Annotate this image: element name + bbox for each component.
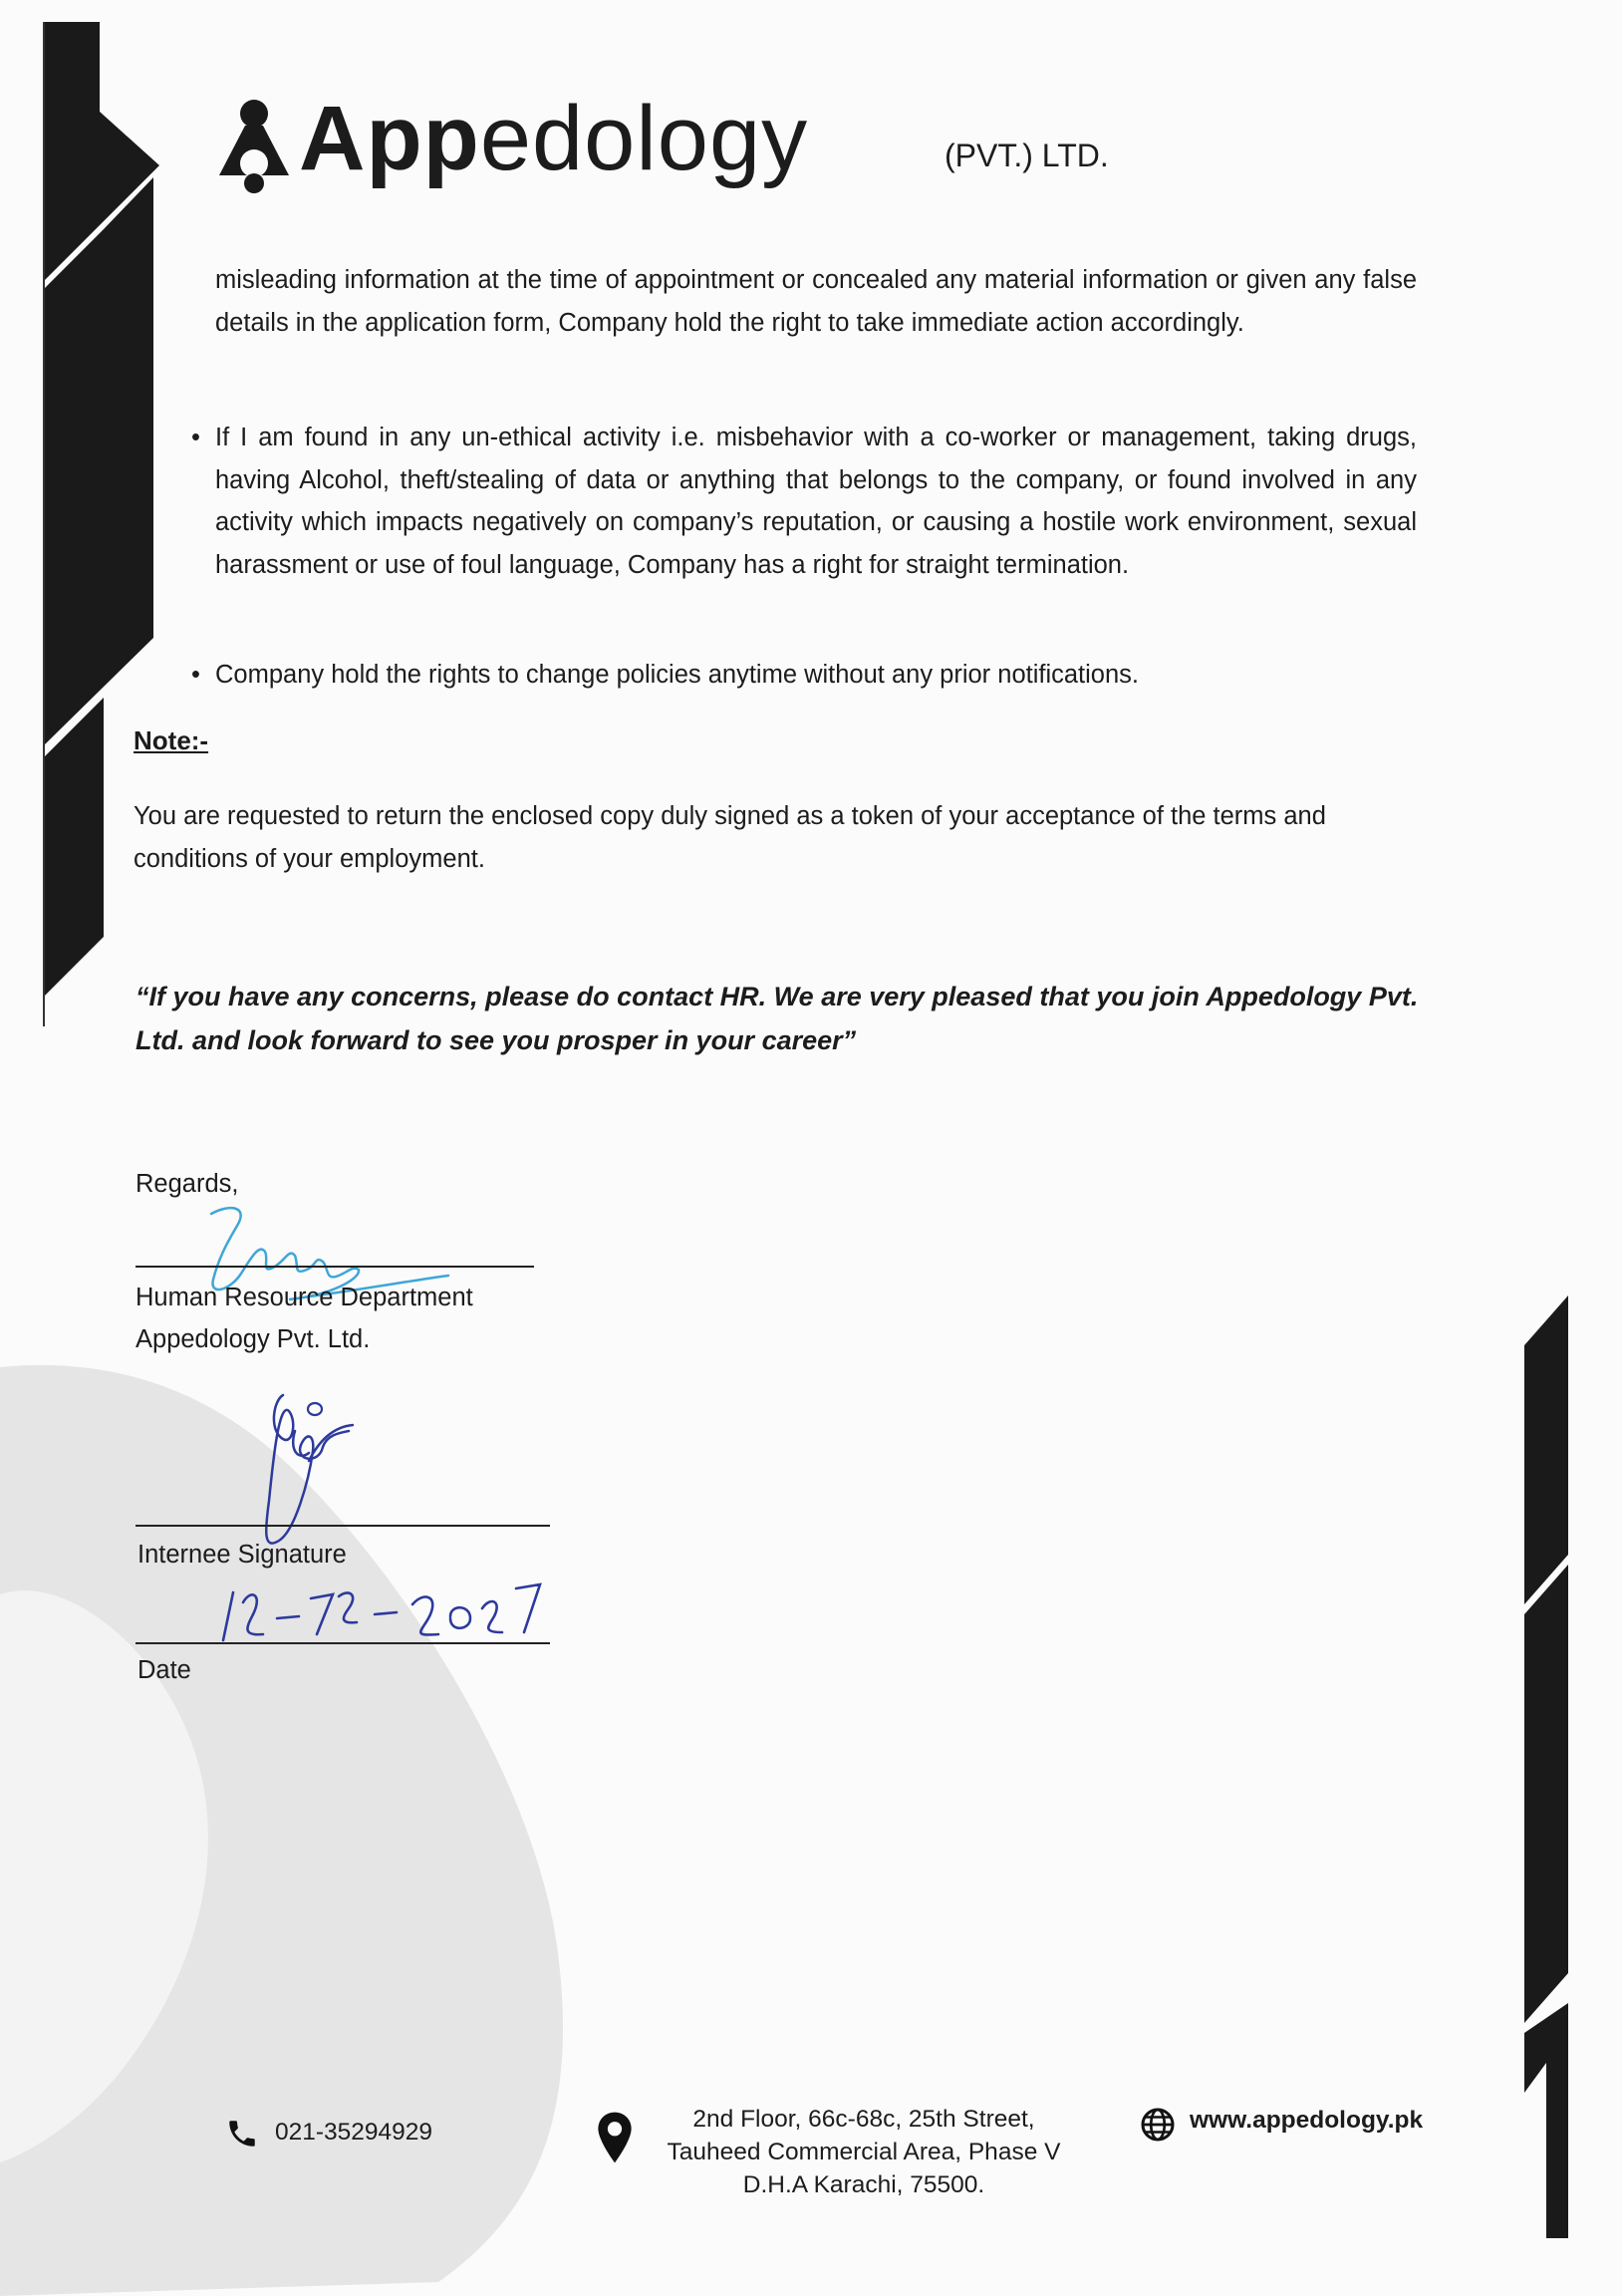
regards-label: Regards, (135, 1170, 239, 1198)
department-label: Human Resource Department (135, 1284, 473, 1311)
bullet-text: If I am found in any un-ethical activity i.e. misbehavior with a co-worker or management, taking drugs, having Alcohol, theft/stealing of data or anything that belongs to the company, or found involved in any activity which impacts negatively on company’s reputation, or causing a hostile work environment, sexual harassment or use of foul language, Company has a right for straight termination. (215, 424, 1417, 579)
company-label: Appedology Pvt. Ltd. (135, 1325, 371, 1353)
bullet-dot-icon: • (191, 661, 200, 689)
footer-address (630, 2103, 1098, 2201)
bullet-item (191, 654, 1417, 697)
note-heading: Note:- (134, 725, 209, 755)
logo-suffix: (PVT.) LTD. (945, 138, 1109, 173)
right-band-top (1524, 1295, 1568, 1604)
logo-mark-icon (211, 98, 297, 193)
left-band-low (44, 698, 104, 997)
date-label: Date (137, 1656, 191, 1684)
bullet-text: Company hold the rights to change policies anytime without any prior notifications. (215, 661, 1140, 689)
logo-text-bold: App (299, 88, 480, 189)
logo-wordmark (299, 84, 808, 193)
phone-icon (225, 2117, 259, 2151)
date-line (135, 1642, 550, 1644)
logo-text-thin: edology (479, 88, 809, 189)
globe-icon (1140, 2107, 1176, 2143)
footer-phone: 021-35294929 (275, 2119, 433, 2146)
address-line: D.H.A Karachi, 75500. (742, 2171, 985, 2198)
continued-paragraph: misleading information at the time of appointment or concealed any material information or given any false details in the application form, Company hold the right to take immediate action accordingly. (215, 266, 1417, 337)
internee-signature-label: Internee Signature (137, 1541, 347, 1569)
internee-signature-line (135, 1525, 550, 1527)
bullet-item (191, 417, 1417, 586)
closing-quote: “If you have any concerns, please do contact HR. We are very pleased that you join Appedology Pvt. Ltd. and look forward to see you prosper in your career” (135, 982, 1419, 1055)
footer-website: www.appedology.pk (1190, 2107, 1424, 2134)
right-band-low (1524, 2003, 1568, 2238)
address-line: 2nd Floor, 66c-68c, 25th Street, (692, 2106, 1035, 2133)
note-text: You are requested to return the enclosed copy duly signed as a token of your acceptance of the terms and conditions of your employment. (134, 802, 1326, 873)
address-line: Tauheed Commercial Area, Phase V (667, 2139, 1061, 2165)
bullet-dot-icon: • (191, 424, 200, 451)
location-pin-icon (596, 2111, 634, 2164)
right-band-mid (1524, 1565, 1568, 2023)
hr-signature-line (135, 1266, 534, 1268)
